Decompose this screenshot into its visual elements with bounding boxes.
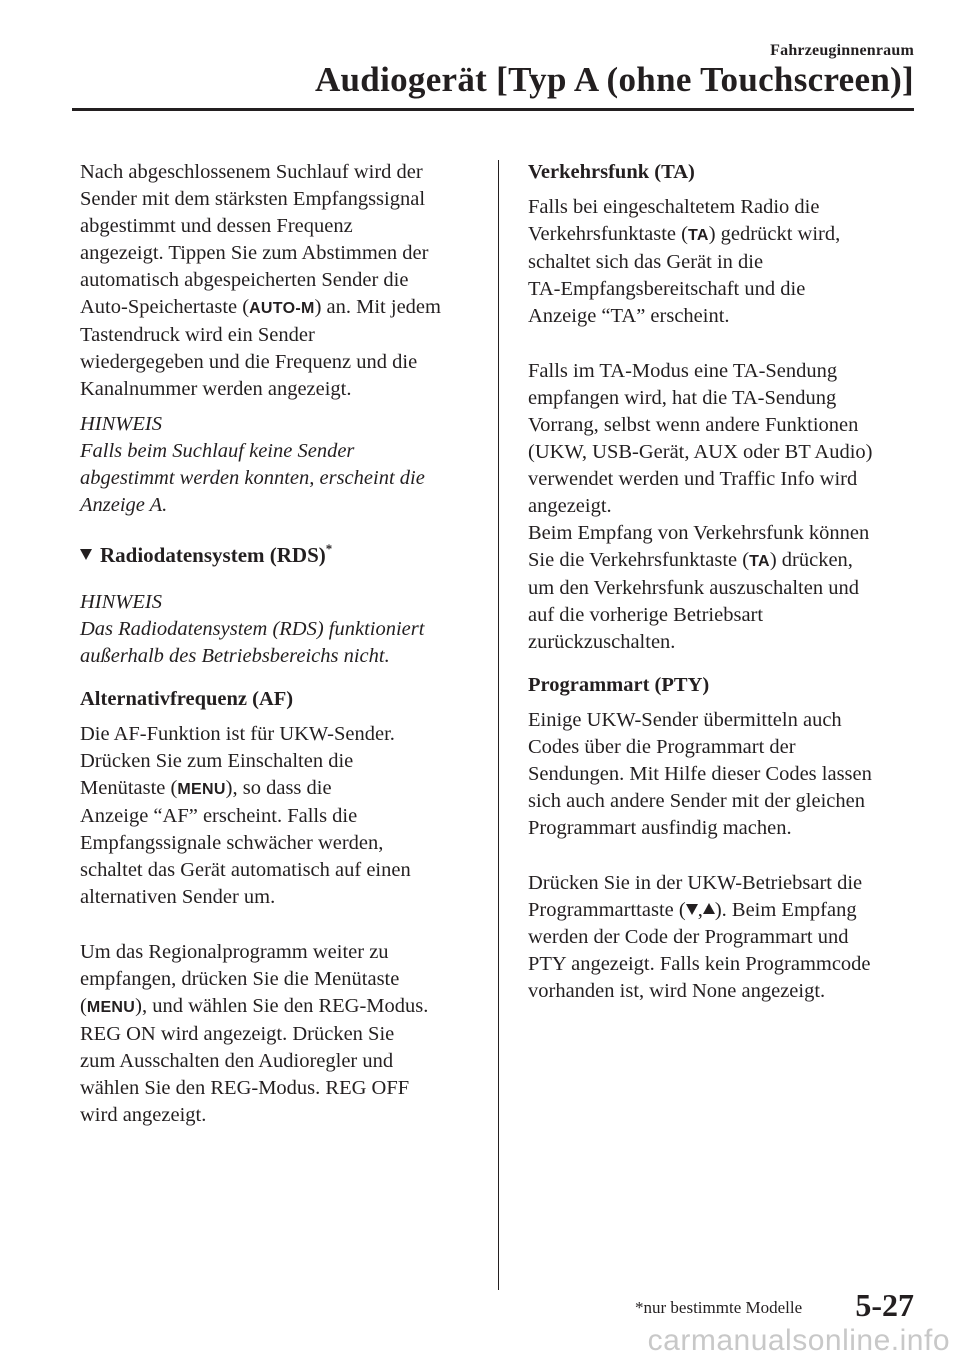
watermark: carmanualsonline.info	[647, 1324, 950, 1357]
paragraph-search-result: Nach abgeschlossenem Suchlauf wird der Sender mit dem stärksten Empfangssignal abgestimmt und dessen Frequenz angezeigt. Tippen Sie zum Abstimmen der automatisch abgespeicherten Sender die Auto-Speichertaste (AUTO-M) an. Mit jedem Tastendruck wird ein Sender wiedergegeben und die Frequenz und die Kanalnummer werden angezeigt.	[80, 161, 441, 400]
auto-m-key-icon: AUTO-M	[249, 300, 315, 317]
ta-key-icon: TA	[749, 553, 770, 570]
arrow-up-icon	[703, 903, 715, 914]
header-rule	[72, 108, 914, 111]
subheading-af: Alternativfrequenz (AF)	[80, 688, 294, 710]
footnote-star: *	[325, 541, 333, 556]
note-label: HINWEIS	[80, 591, 162, 613]
paragraph-reg: Um das Regionalprogramm weiter zu empfangen, drücken Sie die Menütaste (MENU), und wählen Sie den REG-Modus. REG ON wird angezeigt. Drücken Sie zum Ausschalten den Audioregler und wählen Sie den REG-Modus. REG OFF wird angezeigt.	[80, 941, 429, 1126]
paragraph-pty-1: Einige UKW-Sender übermitteln auch Codes über die Programmart der Sendungen. Mit Hilfe dieser Codes lassen sich auch andere Sender mit der gleichen Programmart ausfindig machen.	[528, 709, 872, 839]
triangle-down-icon	[80, 549, 92, 560]
paragraph-ta-2: Falls im TA-Modus eine TA-Sendung empfangen wird, hat die TA-Sendung Vorrang, selbst wenn andere Funktionen (UKW, USB-Gerät, AUX oder BT Audio) verwendet werden und Traffic Info wird angezeigt. Beim Empfang von Verkehrsfunk können Sie die Verkehrsfunktaste (TA) drücken, um den Verkehrsfunk auszuschalten und auf die vorherige Betriebsart zurückzuschalten.	[528, 360, 873, 653]
running-header-section: Fahrzeuginnenraum	[770, 42, 914, 59]
paragraph-pty-2: Drücken Sie in der UKW-Betriebsart die Programmarttaste ( , ). Beim Empfang werden der Code der Programmart und PTY angezeigt. Falls kein Programmcode vorhanden ist, wird None angezeigt.	[528, 872, 871, 1002]
note-text: Das Radiodatensystem (RDS) funktioniert außerhalb des Betriebsbereichs nicht.	[80, 618, 425, 667]
arrow-down-icon	[686, 904, 698, 915]
subheading-pty: Programmart (PTY)	[528, 674, 710, 696]
ta-key-icon: TA	[687, 227, 709, 244]
paragraph-af: Die AF-Funktion ist für UKW-Sender. Drücken Sie zum Einschalten die Menütaste (MENU), so dass die Anzeige “AF” erscheint. Falls die Empfangssignale schwächer werden, schaltet das Gerät automatisch auf einen alternativen Sender um.	[80, 723, 411, 908]
footnote: *nur bestimmte Modelle	[635, 1298, 803, 1317]
note-label: HINWEIS	[80, 413, 162, 435]
paragraph-ta-1: Falls bei eingeschaltetem Radio die Verkehrsfunktaste (TA) gedrückt wird, schaltet sich das Gerät in die TA-Empfangsbereitschaft und die Anzeige “TA” erscheint.	[528, 196, 841, 327]
note-text: Falls beim Suchlauf keine Sender abgestimmt werden konnten, erscheint die Anzeige A.	[80, 440, 425, 516]
page-number: 5-27	[855, 1287, 914, 1323]
column-divider	[498, 160, 499, 1290]
running-header-title: Audiogerät [Typ A (ohne Touchscreen)]	[314, 60, 914, 99]
section-heading-rds: Radiodatensystem (RDS)*	[80, 535, 480, 569]
subheading-ta: Verkehrsfunk (TA)	[528, 161, 695, 183]
left-column	[80, 159, 480, 1129]
right-column	[528, 159, 918, 1005]
menu-key-icon: MENU	[86, 999, 136, 1016]
menu-key-icon: MENU	[177, 781, 226, 798]
